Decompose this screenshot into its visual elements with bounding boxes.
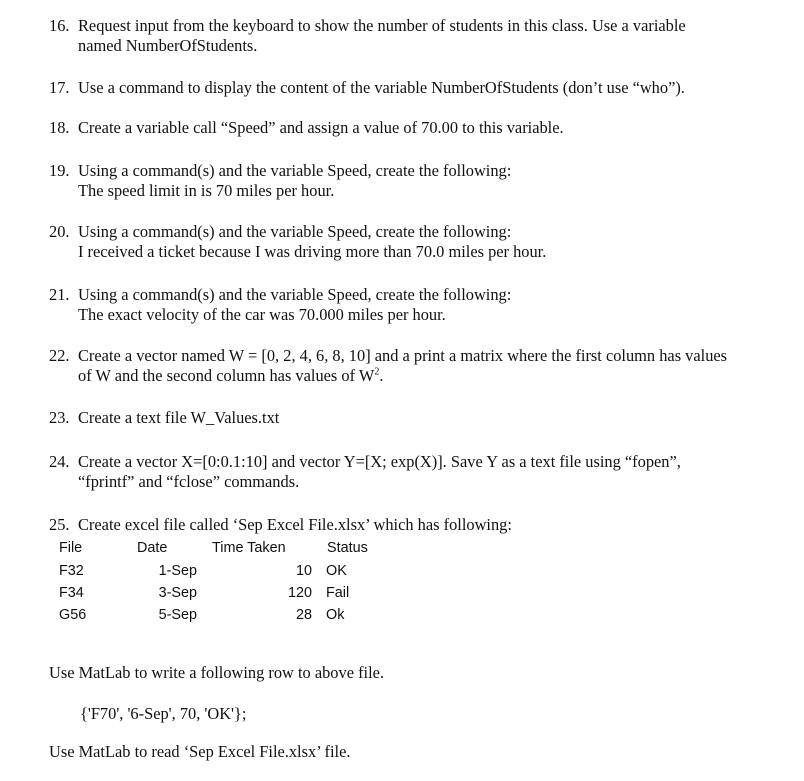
- question-text-line1: Create a text file W_Values.txt: [78, 408, 280, 427]
- question-25: [49, 515, 779, 535]
- question-text-line1: Request input from the keyboard to show the number of students in this class. Use a variable: [78, 16, 686, 35]
- read-instruction: Use MatLab to read ‘Sep Excel File.xlsx’ file.: [49, 742, 351, 761]
- question-text-line1: Use a command to display the content of the variable NumberOfStudents (don’t use “who”).: [78, 78, 685, 97]
- question-18: [49, 118, 779, 138]
- question-22: [49, 346, 779, 386]
- question-text-line2: “fprintf” and “fclose” commands.: [78, 472, 300, 491]
- table-header-status: Status: [327, 540, 368, 556]
- question-text-line1: Using a command(s) and the variable Speed, create the following:: [78, 161, 512, 180]
- question-23: [49, 408, 779, 428]
- question-text-line1: Create excel file called ‘Sep Excel File.xlsx’ which has following:: [78, 515, 512, 534]
- question-number: 16.: [49, 16, 70, 35]
- question-text-line2: I received a ticket because I was driving more than 70.0 miles per hour.: [78, 242, 547, 261]
- row-code: {'F70', '6-Sep', 70, 'OK'};: [80, 704, 247, 723]
- table-cell-time-taken: 28: [295, 607, 312, 623]
- table-cell-date: 3-Sep: [158, 585, 197, 601]
- question-text-line1: Create a vector X=[0:0.1:10] and vector Y=[X; exp(X)]. Save Y as a text file using “fopen”,: [78, 452, 681, 471]
- table-header-file: File: [59, 540, 83, 556]
- superscript-exponent: 2: [374, 366, 380, 378]
- question-17: [49, 78, 779, 98]
- table-cell-status: OK: [326, 563, 347, 579]
- question-text-line1: Using a command(s) and the variable Speed, create the following:: [78, 222, 512, 241]
- question-number: 21.: [49, 285, 70, 304]
- question-text-line1: Create a vector named W = [0, 2, 4, 6, 8, 10] and a print a matrix where the first column has values: [78, 346, 728, 365]
- table-cell-time-taken: 10: [295, 563, 312, 579]
- question-text-line1: Using a command(s) and the variable Speed, create the following:: [78, 285, 512, 304]
- table-cell-status: Ok: [326, 607, 345, 623]
- question-number: 24.: [49, 452, 70, 471]
- table-cell-date: 5-Sep: [158, 607, 197, 623]
- question-21: [49, 285, 779, 325]
- question-text-line2: The speed limit in is 70 miles per hour.: [78, 181, 335, 200]
- table-cell-file: G56: [59, 607, 87, 623]
- question-number: 23.: [49, 408, 70, 427]
- question-16: [49, 16, 779, 56]
- question-number: 19.: [49, 161, 70, 180]
- table-cell-file: F32: [59, 563, 84, 579]
- question-text-line2-end: .: [379, 366, 384, 385]
- question-text-line2: The exact velocity of the car was 70.000 miles per hour.: [78, 305, 446, 324]
- question-24: [49, 452, 779, 492]
- question-number: 22.: [49, 346, 70, 365]
- question-number: 18.: [49, 118, 70, 137]
- table-header-time-taken: Time Taken: [212, 540, 286, 556]
- question-20: [49, 222, 779, 262]
- table-cell-time-taken: 120: [287, 585, 312, 601]
- table-cell-status: Fail: [326, 585, 350, 601]
- question-number: 20.: [49, 222, 70, 241]
- question-number: 25.: [49, 515, 70, 534]
- question-text-line1: Create a variable call “Speed” and assign a value of 70.00 to this variable.: [78, 118, 564, 137]
- question-19: [49, 161, 779, 201]
- question-text-line2-main: of W and the second column has values of W: [78, 366, 375, 385]
- table-cell-file: F34: [59, 585, 84, 601]
- write-instruction: Use MatLab to write a following row to above file.: [49, 663, 385, 682]
- question-number: 17.: [49, 78, 70, 97]
- question-text-line2: [49, 366, 779, 386]
- question-text-line2: named NumberOfStudents.: [78, 36, 258, 55]
- table-cell-date: 1-Sep: [158, 563, 197, 579]
- table-header-date: Date: [137, 540, 168, 556]
